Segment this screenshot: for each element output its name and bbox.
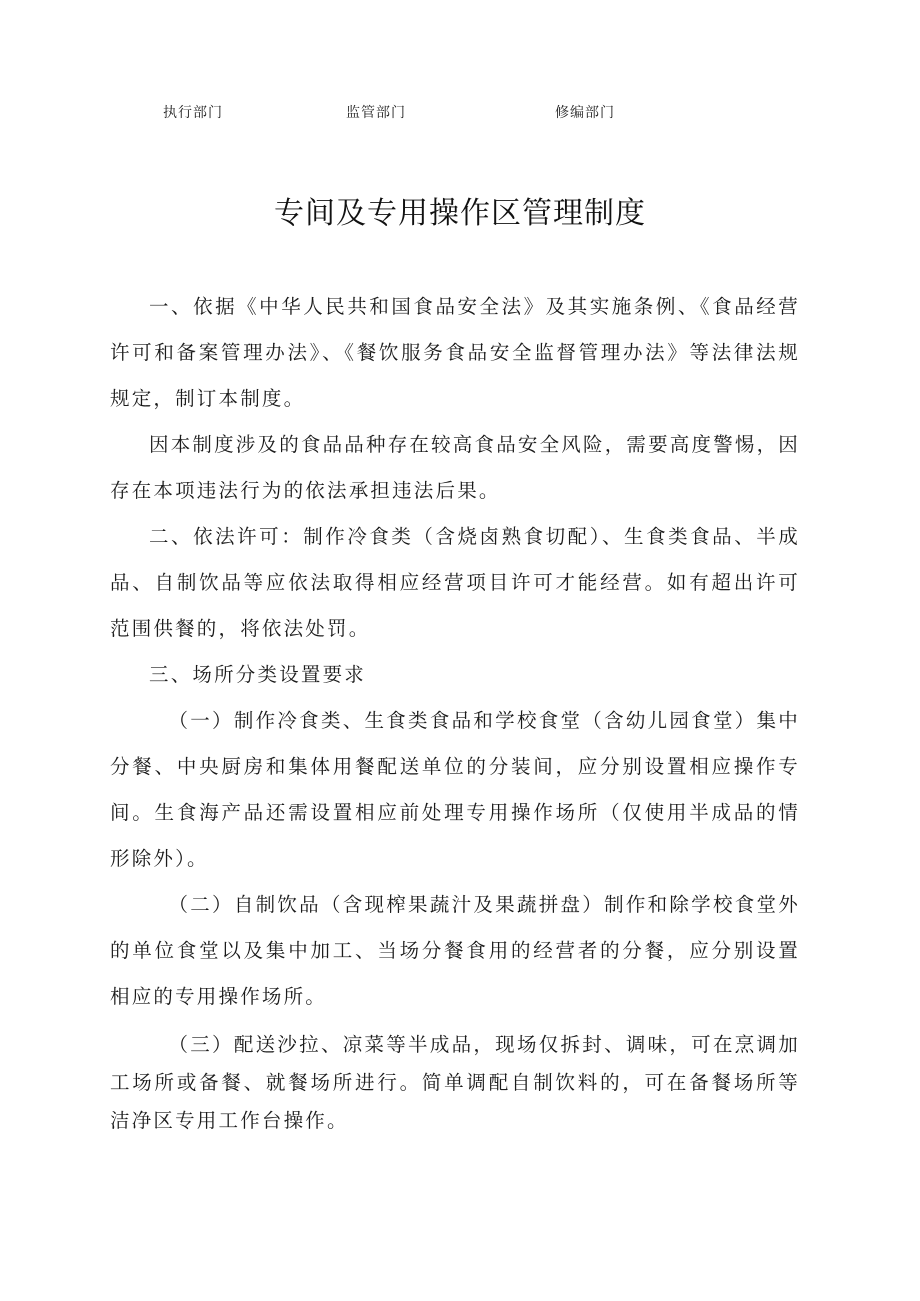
edit-dept-label: 修编部门 [555, 105, 615, 121]
paragraph-legal-basis: 一、依据《中华人民共和国食品安全法》及其实施条例、《食品经营许可和备案管理办法》、《餐饮服务食品安全监督管理办法》等法律法规规定，制订本制度。 [110, 295, 800, 410]
document-body [110, 284, 800, 1140]
paragraph-item-2: （二）自制饮品（含现榨果蔬汁及果蔬拼盘）制作和除学校食堂外的单位食堂以及集中加工、当场分餐食用的经营者的分餐，应分别设置相应的专用操作场所。 [110, 893, 800, 1008]
department-header [0, 102, 920, 126]
paragraph-risk-warning: 因本制度涉及的食品品种存在较高食品安全风险，需要高度警惕，因存在本项违法行为的依法承担违法后果。 [110, 433, 801, 502]
paragraph-item-1: （一）制作冷食类、生食类食品和学校食堂（含幼儿园食堂）集中分餐、中央厨房和集体用餐配送单位的分装间，应分别设置相应操作专间。生食海产品还需设置相应前处理专用操作场所（仅使用半成品的情形除外）。 [110, 709, 800, 870]
paragraph-licensing: 二、依法许可：制作冷食类（含烧卤熟食切配）、生食类食品、半成品、自制饮品等应依法取得相应经营项目许可才能经营。如有超出许可范围供餐的，将依法处罚。 [110, 525, 800, 640]
supervise-dept-label: 监管部门 [346, 105, 406, 121]
document-title: 专间及专用操作区管理制度 [274, 196, 646, 231]
section-heading-site-requirements: 三、场所分类设置要求 [149, 663, 367, 686]
paragraph-item-3: （三）配送沙拉、凉菜等半成品，现场仅拆封、调味，可在烹调加工场所或备餐、就餐场所进行。简单调配自制饮料的，可在备餐场所等洁净区专用工作台操作。 [110, 1033, 800, 1132]
exec-dept-label: 执行部门 [163, 105, 223, 121]
